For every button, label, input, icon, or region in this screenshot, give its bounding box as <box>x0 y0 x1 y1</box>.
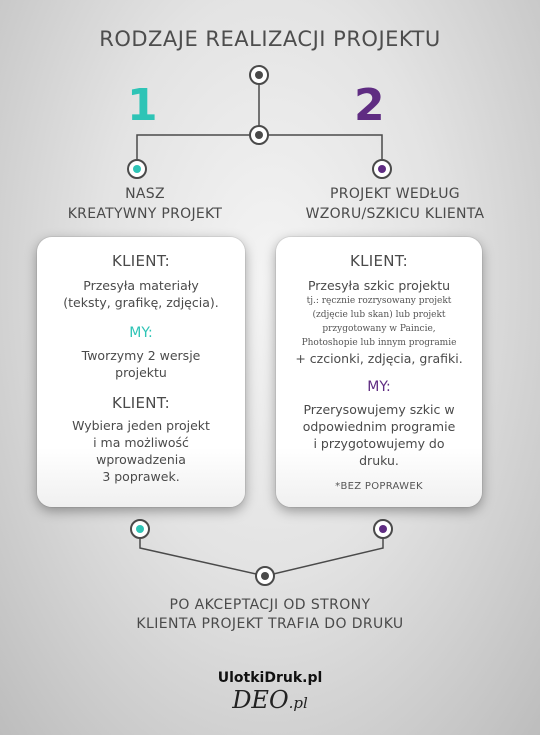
card2-my-line4: druku. <box>359 453 399 468</box>
card2-bottom-node <box>374 520 392 538</box>
card2-client-small1: tj.: ręcznie rozrysowany projekt <box>306 296 452 306</box>
card1-client-heading: KLIENT: <box>112 252 170 270</box>
option2-label-line1: PROJEKT WEDŁUG <box>330 186 460 202</box>
option2-node <box>373 160 391 178</box>
final-step-line2: KLIENTA PROJEKT TRAFIA DO DRUKU <box>136 616 404 632</box>
option1-label-line2: KREATYWNY PROJEKT <box>67 206 223 222</box>
merge-node <box>256 567 274 585</box>
card1-client2-line1: Wybiera jeden projekt <box>72 418 210 433</box>
junction-node <box>250 126 268 144</box>
logo-suffix: .pl <box>288 694 308 712</box>
card1-client-line1: Przesyła materiały <box>83 278 199 293</box>
logo-main: DEO <box>232 686 289 714</box>
option2-label <box>290 184 500 224</box>
card2-client-heading: KLIENT: <box>350 252 408 270</box>
card2-client-small4: Photoshopie lub innym programie <box>301 338 457 348</box>
page-title: RODZAJE REALIZACJI PROJEKTU <box>99 27 441 51</box>
card1-client2-heading: KLIENT: <box>112 394 170 412</box>
option2-card <box>276 237 482 507</box>
card1-client2-line2: i ma możliwość <box>93 435 189 450</box>
card2-my-line2: odpowiednim programie <box>302 419 456 434</box>
card1-client2-line4: 3 poprawek. <box>102 469 180 484</box>
option1-label <box>50 184 240 224</box>
final-step-line1: PO AKCEPTACJI OD STRONY <box>169 597 371 613</box>
option1-card <box>37 237 245 507</box>
card1-client-line2: (teksty, grafikę, zdjęcia). <box>63 295 219 310</box>
option1-node <box>128 160 146 178</box>
card2-client-small3: przygotowany w Paincie, <box>322 324 436 334</box>
final-step-text <box>0 596 540 634</box>
card2-client-line-last: + czcionki, zdjęcia, grafiki. <box>295 351 463 366</box>
brand-text: UlotkiDruk.pl <box>217 670 323 686</box>
option1-number: 1 <box>127 80 158 131</box>
card1-my-line1: Tworzymy 2 wersje <box>81 348 201 363</box>
card1-my-line2: projektu <box>115 365 167 380</box>
card1-my-heading: MY: <box>129 325 153 341</box>
top-node <box>250 66 268 84</box>
deo-logo <box>0 686 540 714</box>
card2-my-line3: i przygotowujemy do <box>313 436 445 451</box>
card2-client-small2: (zdjęcie lub skan) lub projekt <box>312 310 446 320</box>
card2-my-heading: MY: <box>367 379 391 395</box>
card2-note: *BEZ POPRAWEK <box>335 481 423 492</box>
option1-label-line1: NASZ <box>125 186 165 202</box>
option2-number: 2 <box>354 80 385 131</box>
card1-client2-line3: wprowadzenia <box>96 452 186 467</box>
option2-label-line2: WZORU/SZKICU KLIENTA <box>305 206 485 222</box>
card2-client-line1: Przesyła szkic projektu <box>307 278 451 293</box>
card2-my-line1: Przerysowujemy szkic w <box>303 402 455 417</box>
card1-bottom-node <box>131 520 149 538</box>
